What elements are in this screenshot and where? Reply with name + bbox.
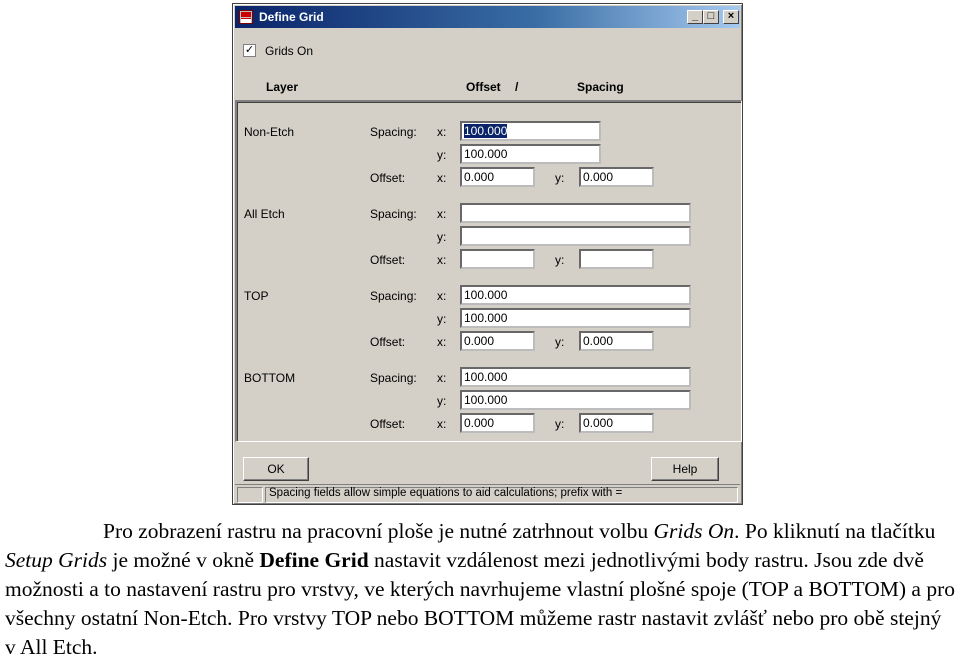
grids-on-checkbox[interactable]: ✓ — [244, 44, 255, 56]
spacing-label: Spacing: — [370, 289, 417, 303]
description-paragraph — [5, 517, 955, 662]
layer-name-bottom: BOTTOM — [244, 371, 296, 385]
bottom-spacing-y-input[interactable]: 100.000 — [460, 390, 691, 410]
x-label: x: — [437, 417, 447, 431]
define-grid-dialog — [232, 3, 743, 505]
bottom-offset-y-input[interactable]: 0.000 — [579, 413, 654, 433]
maximize-button[interactable]: □ — [703, 10, 719, 24]
title-bar[interactable] — [235, 6, 740, 28]
app-icon — [239, 10, 253, 24]
all-etch-spacing-x-input[interactable] — [460, 203, 691, 223]
bottom-spacing-x-input[interactable]: 100.000 — [460, 367, 691, 387]
window-title: Define Grid — [259, 10, 324, 24]
y-label: y: — [555, 335, 565, 349]
x-label: x: — [437, 335, 447, 349]
paragraph-text: Pro zobrazení rastru na pracovní ploše je nutné zatrhnout volbu — [103, 519, 654, 543]
x-label: x: — [437, 371, 447, 385]
x-label: x: — [437, 289, 447, 303]
non-etch-offset-y-input[interactable]: 0.000 — [579, 167, 654, 187]
layer-header: Layer — [266, 80, 299, 94]
y-label: y: — [555, 253, 565, 267]
paragraph-strong-define-grid: Define Grid — [259, 548, 369, 572]
non-etch-offset-x-input[interactable]: 0.000 — [460, 167, 535, 187]
top-offset-x-input[interactable]: 0.000 — [460, 331, 535, 351]
spacing-label: Spacing: — [370, 125, 417, 139]
top-offset-y-input[interactable]: 0.000 — [579, 331, 654, 351]
paragraph-emphasis-setup-grids: Setup Grids — [5, 548, 108, 572]
help-button[interactable]: Help — [651, 457, 719, 481]
status-text: Spacing fields allow simple equations to aid calculations; prefix with = — [269, 487, 623, 499]
non-etch-spacing-y-input[interactable]: 100.000 — [460, 144, 601, 164]
close-button[interactable]: × — [723, 10, 739, 24]
paragraph-text: nastavit vzdálenost mezi jednotlivými body rastru. Jsou zde dvě možnosti a to nastavení rastru pro vrstvy, ve kterých navrhujeme vlastní plošné spoje (TOP a BOTTOM) a pro všechny ostatní Non-Etch. Pro vrstvy TOP nebo BOTTOM můžeme rastr nastavit zvlášť nebo pro obě stejný v All Etch. — [5, 548, 955, 659]
ok-button[interactable]: OK — [243, 457, 309, 481]
offset-label: Offset: — [370, 171, 406, 185]
spacing-header: Spacing — [577, 80, 624, 94]
header-slash: / — [515, 80, 519, 94]
y-label: y: — [437, 230, 447, 244]
minimize-button[interactable]: _ — [687, 10, 703, 24]
top-spacing-y-input[interactable]: 100.000 — [460, 308, 691, 328]
offset-label: Offset: — [370, 253, 406, 267]
all-etch-spacing-y-input[interactable] — [460, 226, 691, 246]
all-etch-offset-x-input[interactable] — [460, 249, 535, 269]
paragraph-text: je možné v okně — [107, 548, 260, 572]
x-label: x: — [437, 253, 447, 267]
spacing-label: Spacing: — [370, 371, 417, 385]
y-label: y: — [437, 312, 447, 326]
grids-on-label: Grids On — [265, 44, 314, 58]
bottom-offset-x-input[interactable]: 0.000 — [460, 413, 535, 433]
offset-label: Offset: — [370, 417, 406, 431]
top-spacing-x-input[interactable]: 100.000 — [460, 285, 691, 305]
layer-name-top: TOP — [244, 289, 269, 303]
y-label: y: — [555, 171, 565, 185]
spacing-label: Spacing: — [370, 207, 417, 221]
layer-name-non-etch: Non-Etch — [244, 125, 295, 139]
x-label: x: — [437, 207, 447, 221]
status-cell-left — [237, 487, 263, 503]
layer-name-all-etch: All Etch — [244, 207, 285, 221]
all-etch-offset-y-input[interactable] — [579, 249, 654, 269]
offset-label: Offset: — [370, 335, 406, 349]
x-label: x: — [437, 125, 447, 139]
x-label: x: — [437, 171, 447, 185]
non-etch-spacing-x-input[interactable]: 100.000 — [460, 121, 601, 141]
paragraph-text: . Po kliknutí na tlačítku — [734, 519, 936, 543]
y-label: y: — [437, 394, 447, 408]
paragraph-emphasis-grids-on: Grids On — [653, 519, 735, 543]
y-label: y: — [555, 417, 565, 431]
y-label: y: — [437, 148, 447, 162]
offset-header: Offset — [466, 80, 501, 94]
